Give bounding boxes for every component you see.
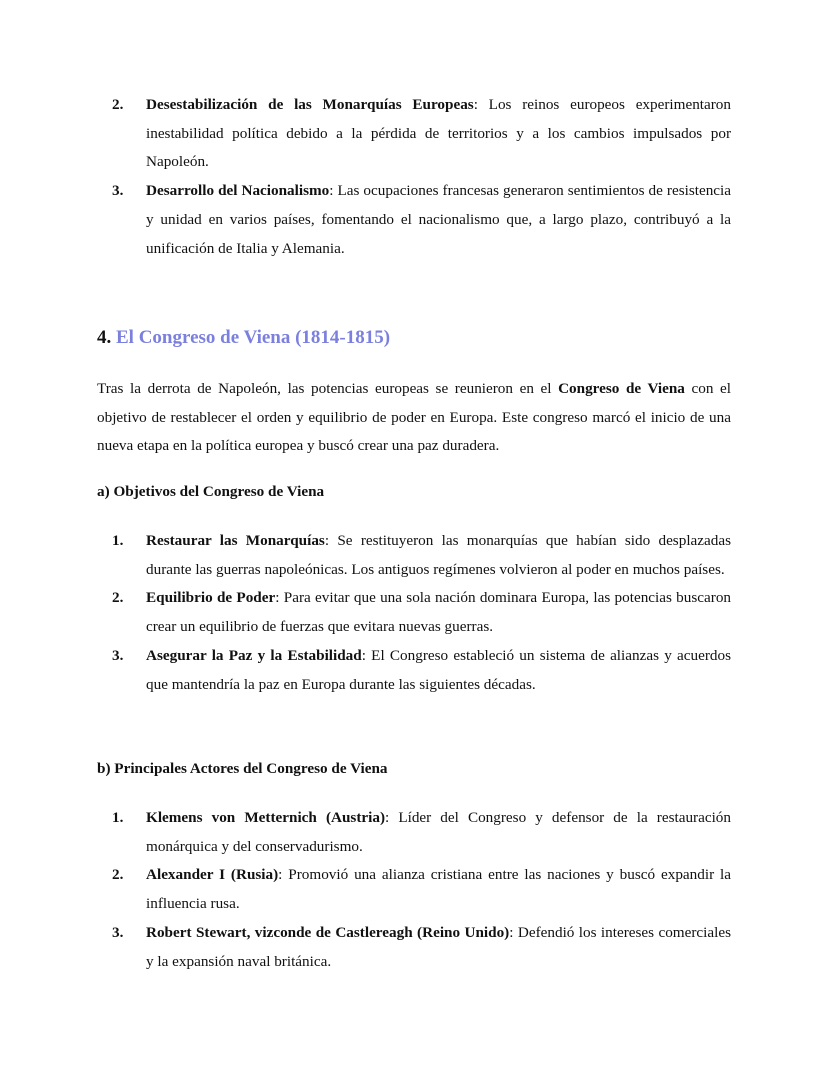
consequences-list [0, 91, 828, 263]
list-number: 3. [112, 182, 124, 200]
list-number: 3. [112, 646, 124, 664]
list-item-title: Restaurar las Monarquías [146, 532, 325, 549]
list-item-text: : Se restituyeron las monarquías que habían sido desplazadas durante las guerras napoleónicas. Los antiguos regímenes volvieron al poder en muchos países. [146, 532, 732, 578]
list-item [0, 642, 828, 699]
list-number: 2. [112, 96, 124, 113]
section-number: 4. [97, 327, 112, 348]
list-item-text: : Defendió los intereses comerciales y la expansión naval británica. [146, 923, 731, 970]
list-item [0, 804, 828, 861]
subsection-heading-actores: b) Principales Actores del Congreso de Viena [97, 760, 388, 777]
list-item-title: Robert Stewart, vizconde de Castlereagh (Reino Unido) [146, 923, 510, 941]
list-number: 1. [112, 532, 124, 549]
section-heading [97, 324, 390, 352]
list-item-title: Asegurar la Paz y la Estabilidad [146, 646, 362, 664]
list-item [0, 177, 828, 263]
list-item-text: : El Congreso estableció un sistema de alianzas y acuerdos que mantendría la paz en Europa durante las siguientes décadas. [146, 646, 732, 693]
list-item-text: : Las ocupaciones francesas generaron sentimientos de resistencia y unidad en varios países, fomentando el nacionalismo que, a largo plazo, contribuyó a la unificación de Italia y Alemania. [146, 182, 731, 257]
intro-bold: Congreso de Viena [558, 380, 685, 397]
list-item [0, 91, 828, 177]
objetivos-list [0, 527, 828, 699]
list-item-title: Equilibrio de Poder [146, 589, 276, 607]
intro-text: Tras la derrota de Napoleón, las potencias europeas se reunieron en el [97, 380, 559, 397]
actores-list [0, 804, 828, 976]
list-item-text: : Promovió una alianza cristiana entre las naciones y buscó expandir la influencia rusa. [146, 866, 731, 913]
list-item-title: Klemens von Metternich (Austria) [146, 809, 386, 826]
subsection-heading-objetivos: a) Objetivos del Congreso de Viena [97, 483, 325, 500]
list-number: 3. [112, 923, 124, 941]
section-title: El Congreso de Viena (1814-1815) [116, 327, 391, 348]
list-item [0, 584, 828, 641]
list-item-text: : Líder del Congreso y defensor de la restauración monárquica y del conservadurismo. [146, 809, 731, 855]
list-item-text: : Para evitar que una sola nación dominara Europa, las potencias buscaron crear un equilibrio de fuerzas que evitara nuevas guerras. [146, 589, 732, 636]
list-item-title: Desarrollo del Nacionalismo [146, 182, 330, 200]
list-item [0, 527, 828, 584]
list-number: 2. [112, 866, 124, 884]
list-number: 2. [112, 589, 124, 607]
list-number: 1. [112, 809, 124, 826]
list-item [0, 861, 828, 918]
list-item-title: Alexander I (Rusia) [146, 866, 279, 884]
list-item-title: Desestabilización de las Monarquías Europeas [146, 96, 474, 113]
list-item-text: : Los reinos europeos experimentaron inestabilidad política debido a la pérdida de territorios y a los cambios impulsados por Napoleón. [146, 96, 731, 171]
intro-text-after: con el objetivo de restablecer el orden y equilibrio de poder en Europa. Este congreso marcó el inicio de una nueva etapa en la política europea y buscó crear una paz duradera. [97, 380, 731, 455]
section-intro-paragraph [97, 375, 731, 461]
list-item [0, 919, 828, 976]
